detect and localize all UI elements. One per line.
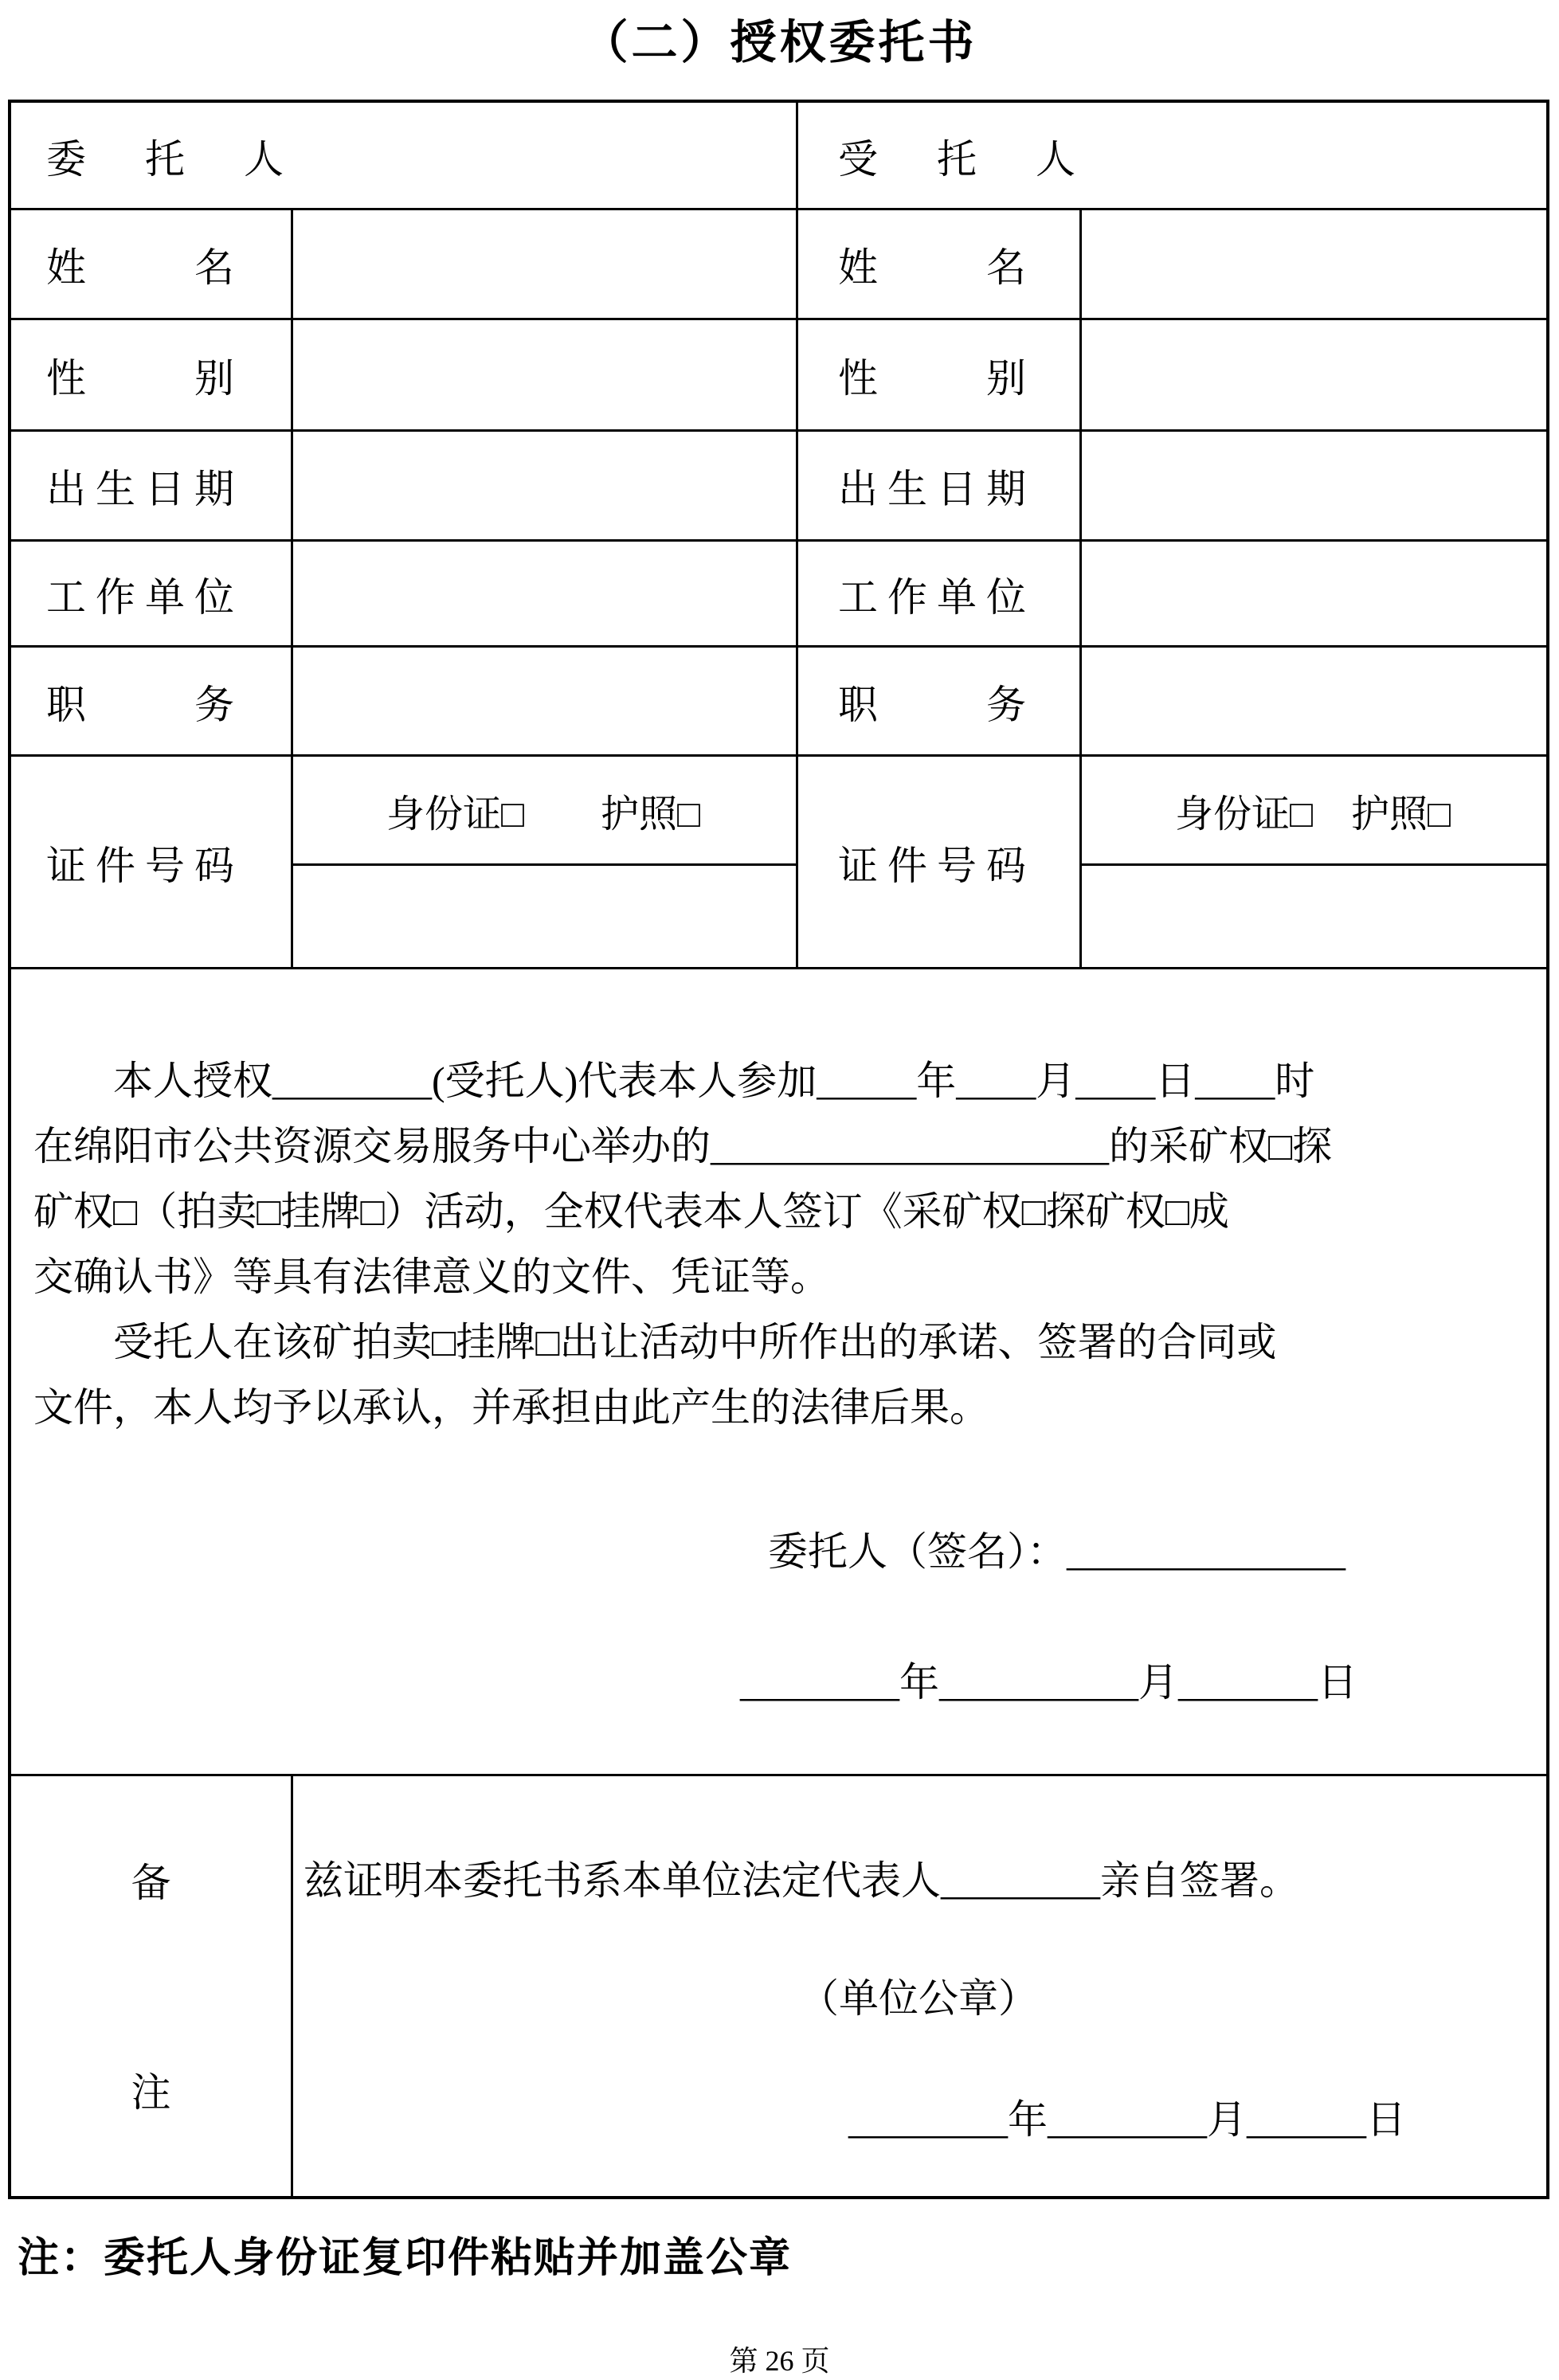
- principal-workunit-value: [291, 541, 796, 647]
- agent-idnumber-label: 证件号码: [838, 843, 1036, 888]
- principal-position-value: [291, 647, 796, 756]
- principal-signature-line: 委托人（签名）：______________: [768, 1529, 1346, 1574]
- page-title: （二）授权委托书: [582, 17, 977, 69]
- company-seal-line: （单位公章）: [799, 1976, 1038, 2021]
- authorization-form-table: [8, 100, 1549, 2199]
- agent-workunit-value: [1079, 541, 1546, 647]
- principal-workunit-label: 工作单位: [46, 574, 244, 620]
- agent-position-value: [1079, 647, 1546, 756]
- agent-idnumber-value: [1079, 865, 1546, 969]
- principal-section-header: 委 托 人: [46, 136, 293, 182]
- authorization-line: 受托人在该矿拍卖□挂牌□出让活动中所作出的承诺、签署的合同或: [113, 1320, 1277, 1364]
- remarks-content-cell: [291, 1775, 1546, 2196]
- principal-position-label: 职 务: [46, 682, 244, 727]
- principal-idtype-options: 身份证□ 护照□: [386, 793, 700, 836]
- agent-birthdate-value: [1079, 431, 1546, 541]
- remarks-label-cell: [11, 1775, 291, 2196]
- principal-name-value: [291, 209, 796, 319]
- agent-section-header: 受 托 人: [838, 136, 1085, 182]
- authorization-line: 文件，本人均予以承认，并承担由此产生的法律后果。: [33, 1385, 989, 1430]
- page-number: 第 26 页: [729, 2345, 830, 2377]
- authorization-date-line: ________年__________月_______日: [740, 1660, 1357, 1705]
- agent-workunit-label: 工作单位: [838, 574, 1036, 620]
- agent-name-label: 姓 名: [838, 245, 1036, 290]
- authorization-line: 本人授权________(受托人)代表本人参加_____年____月____日____时: [113, 1059, 1315, 1103]
- agent-birthdate-label: 出生日期: [838, 467, 1036, 511]
- principal-gender-value: [291, 319, 796, 431]
- authorization-line: 矿权□（拍卖□挂牌□）活动，全权代表本人签订《采矿权□探矿权□成: [33, 1189, 1229, 1234]
- agent-gender-value: [1079, 319, 1546, 431]
- authorization-line: 交确认书》等具有法律意义的文件、凭证等。: [33, 1255, 830, 1299]
- authorization-paragraph: [33, 1048, 1332, 1440]
- principal-gender-label: 性 别: [46, 356, 244, 401]
- agent-gender-label: 性 别: [838, 356, 1036, 401]
- remarks-date-line: ________年________月______日: [848, 2097, 1406, 2142]
- principal-birthdate-value: [291, 431, 796, 541]
- remarks-certify-line: 兹证明本委托书系本单位法定代表人________亲自签署。: [304, 1858, 1299, 1903]
- principal-name-label: 姓 名: [46, 245, 244, 290]
- authorization-line: 在绵阳市公共资源交易服务中心举办的____________________的采矿权□探: [33, 1124, 1333, 1168]
- agent-name-value: [1079, 209, 1546, 319]
- principal-birthdate-label: 出生日期: [46, 467, 244, 511]
- bottom-note: 注：委托人身份证复印件粘贴并加盖公章: [18, 2235, 793, 2281]
- agent-idtype-options: 身份证□ 护照□: [1175, 793, 1451, 836]
- agent-position-label: 职 务: [838, 682, 1036, 727]
- principal-idnumber-value: [291, 865, 796, 969]
- remarks-label-char: 注: [131, 2070, 171, 2115]
- authorization-statement-cell: [11, 969, 1546, 1775]
- remarks-label-char: 备: [131, 1861, 171, 1905]
- principal-idnumber-label: 证件号码: [46, 843, 244, 888]
